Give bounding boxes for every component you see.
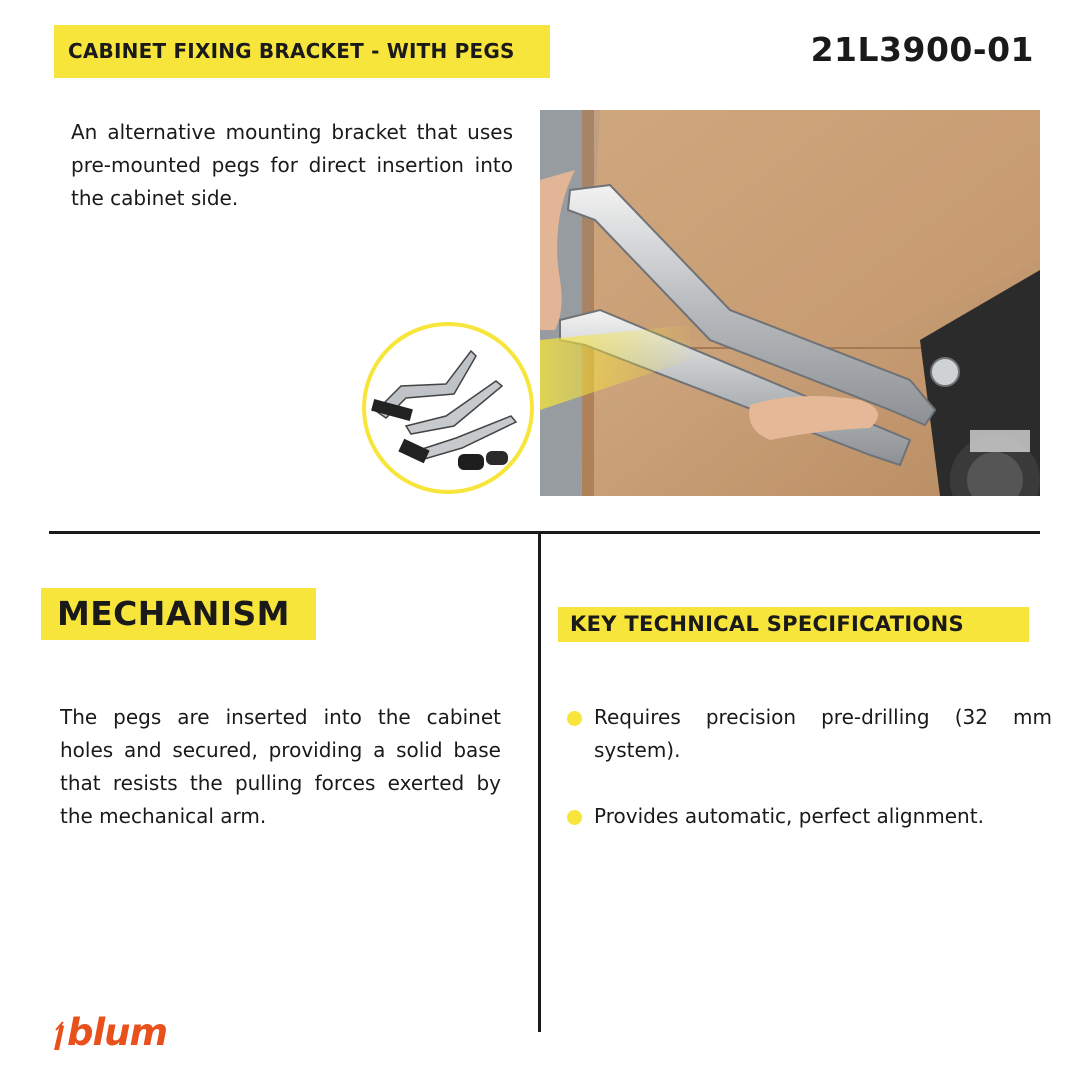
intro-description: An alternative mounting bracket that uses pre-mounted pegs for direct insertion into the cabinet side. [71,120,513,210]
specs-heading: KEY TECHNICAL SPECIFICATIONS [558,607,1029,642]
blum-logo-icon [52,1008,167,1058]
pegs-detail-inset [362,322,534,494]
spec-item-text: Provides automatic, perfect alignment. [594,804,984,828]
product-code: 21L3900-01 [810,30,1034,69]
spec-list [566,701,1052,866]
bullet-dot-icon [567,711,582,726]
page-title: CABINET FIXING BRACKET - WITH PEGS [68,39,515,63]
spec-item-text: Requires precision pre-drilling (32 mm system). [594,705,1052,762]
horizontal-divider [49,531,1040,534]
title-badge [54,25,550,78]
bullet-dot-icon [567,810,582,825]
spec-item [566,800,1052,833]
spec-item [566,701,1052,767]
product-photo [540,110,1040,496]
mechanism-description: The pegs are inserted into the cabinet holes and secured, providing a solid base that resists the pulling forces exerted by the mechanical arm. [60,705,501,828]
vertical-divider [538,534,541,1032]
brand-logo-text: blum [67,1011,168,1054]
mechanism-heading: MECHANISM [41,588,316,640]
